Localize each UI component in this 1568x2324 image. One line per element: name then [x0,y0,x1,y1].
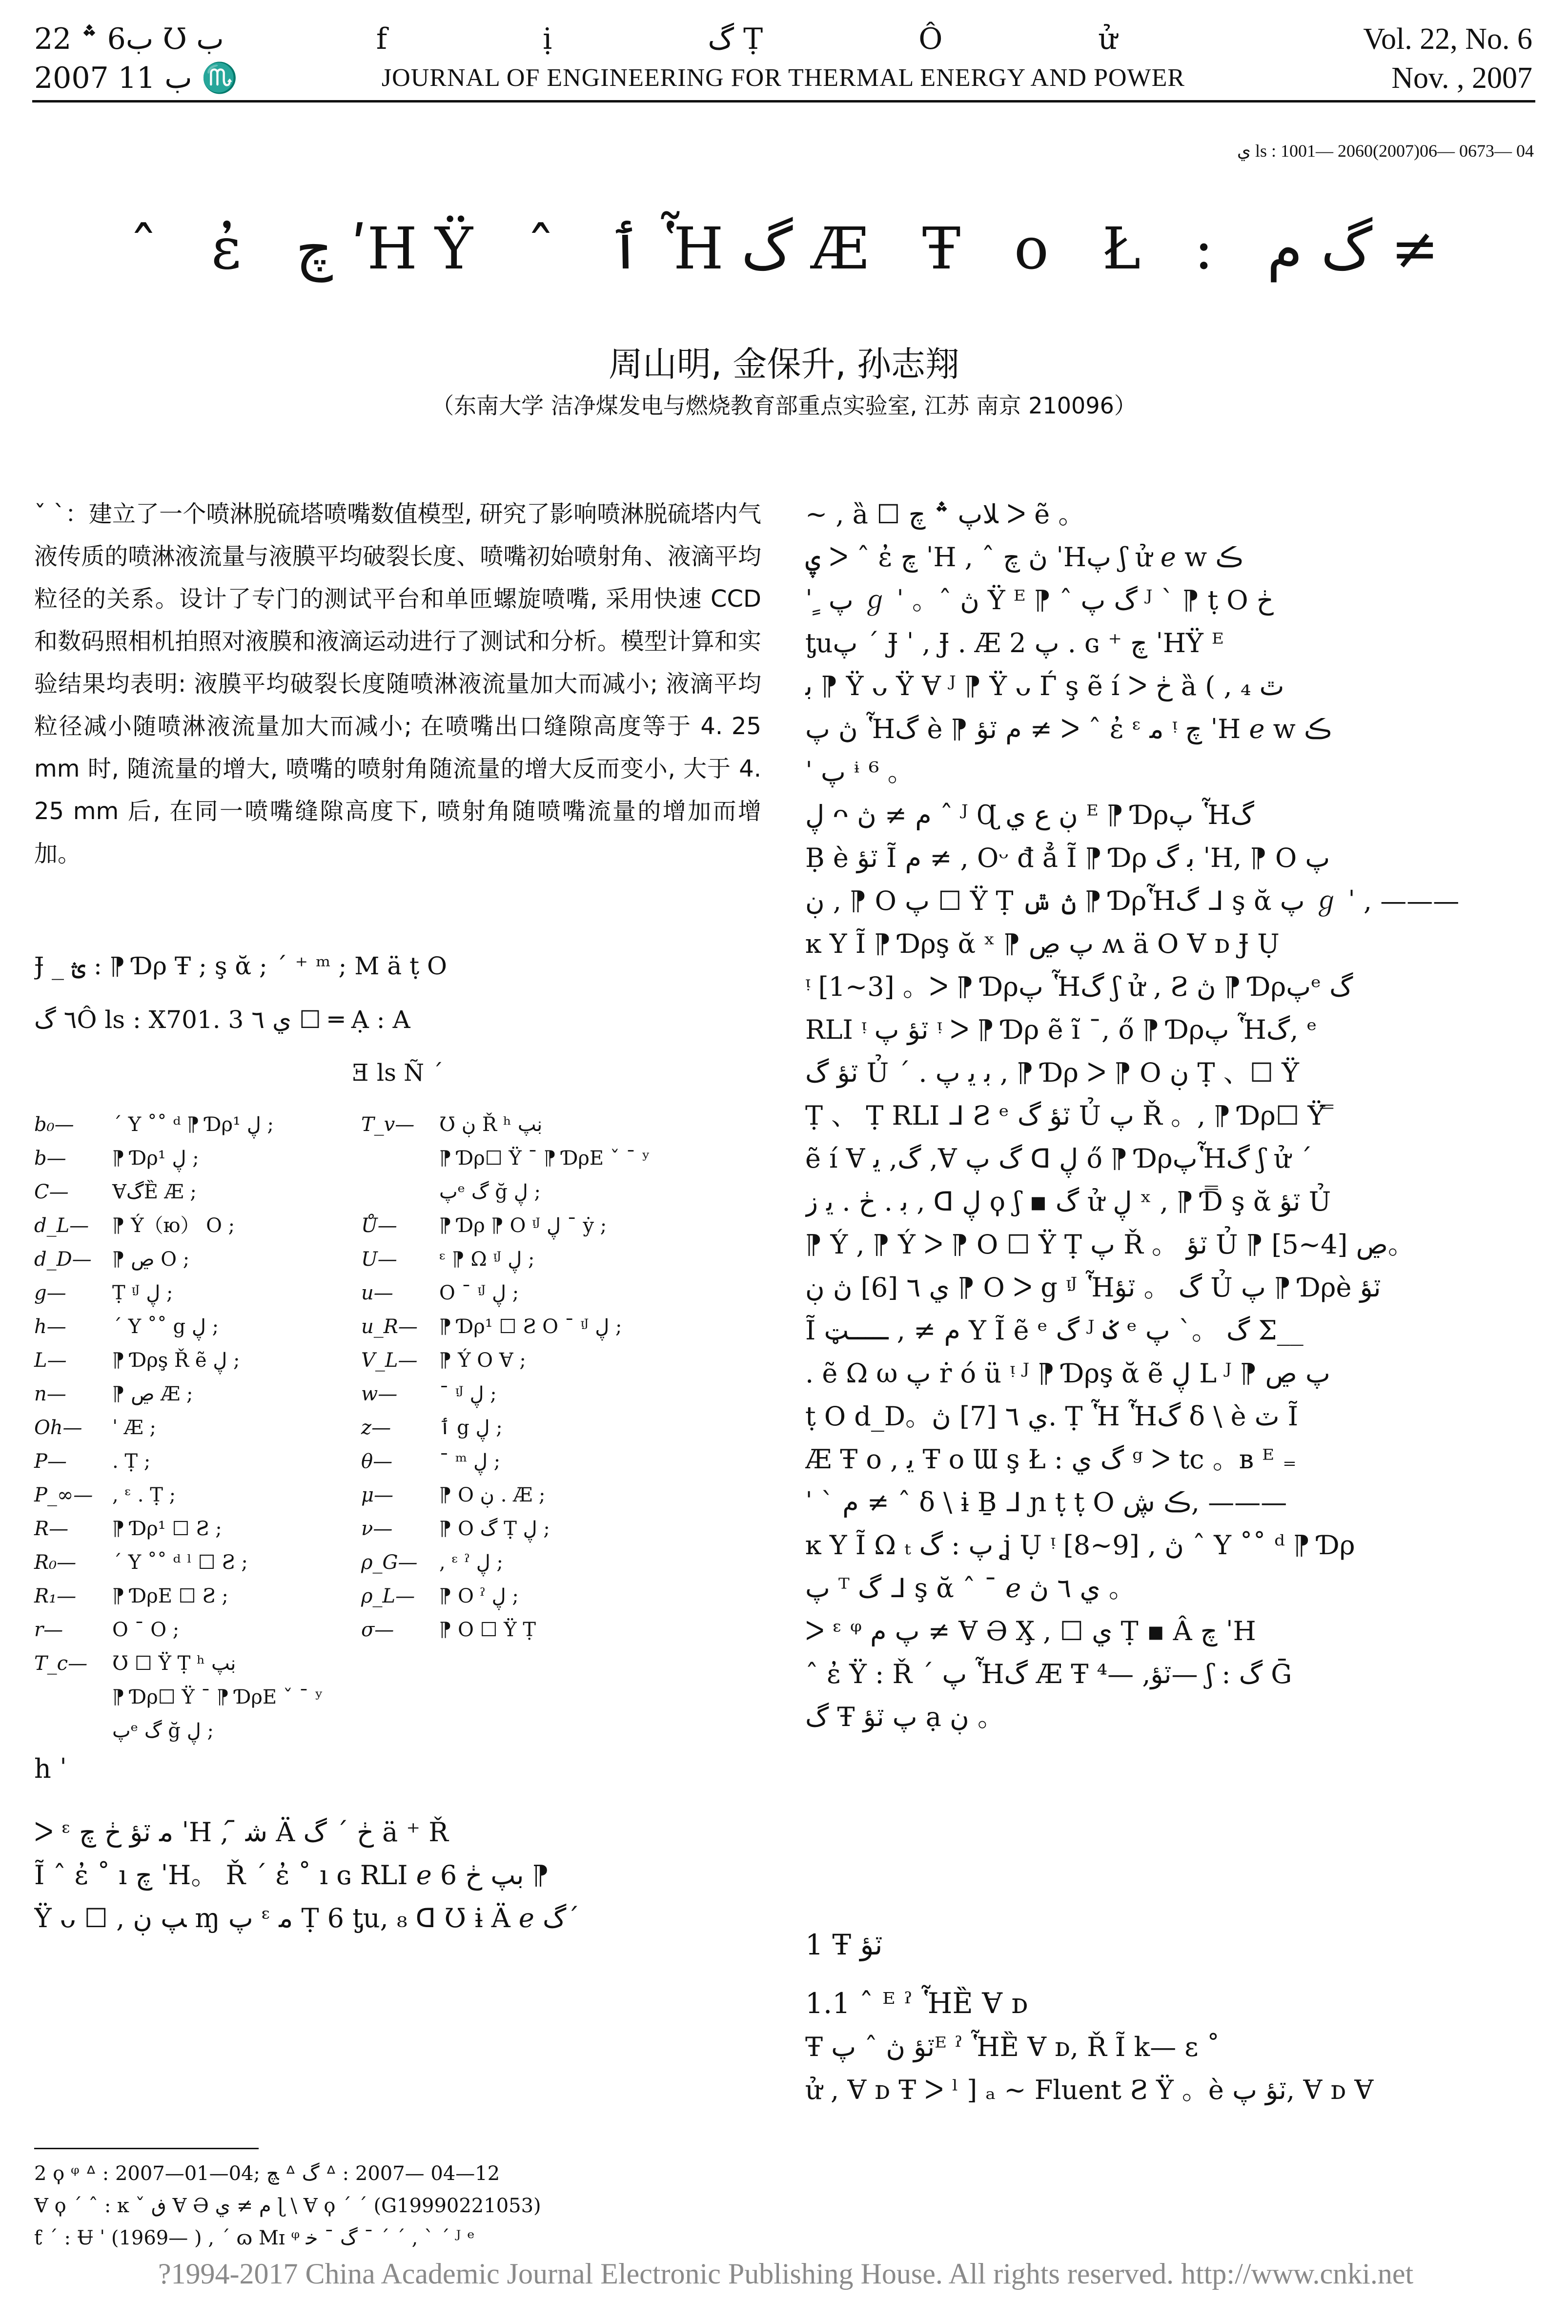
body-line: ử , Ɐ ᴅ Ŧ ᐳ ˡ ] ₐ ~ Fluent Ƨ Ÿ 。è ٽؤ پ, Ɐ ᴅ Ɐ [805,2075,1374,2105]
body-line: ˈ ˋ م ≠ ˆ δ \ ɨ Ḇ ᒧ ɲ ṭ ṭ O ڪ ڜ, ——— [805,1487,1287,1518]
body-line: ڽ پ Ἧگ è ⁋ م ٽؤ ≠ ᐳ ˆ ἐ ᵋ ﻣ ᵎ چ ˈΗ ℯ w ڪ [805,714,1332,744]
header-right [1220,20,1532,98]
symbol-description: ⁋ Ɗρ☐ Ÿ ˉ ⁋ ƊρE ˇ ˉ ʸ [439,1147,651,1170]
footnote-line: ƭ ˊ : Ʉ ˈ (1969— ) , ˊ ɷ Mɪ ᵠ گ ˉ ﺧ ˉ ˊ ˊ , ˋ ˊ ᴶ ᵉ [34,2227,475,2249]
body-line: Ṭ 、 Ṭ RLI ᒧ Ƨ ᵉ ٽؤ گ Ủ پ Ř 。, ⁋ Ɗρ☐ Ÿ ̿ [805,1100,1334,1131]
intro-heading: h ˈ [34,1753,67,1784]
symbol-description: , ᵋ ˀ ڸ ; [439,1551,503,1574]
symbol-name: ν— [361,1518,393,1540]
abstract [34,493,761,875]
body-line: Ĩ م ≠ , ـــــټ Y Ĩ ẽ ᵉ گ ᴶ ݢ ᵉ گ 。ˋ پ Σ__ [805,1315,1303,1346]
symbol-description: پᵉ گ ğ ڸ ; [112,1720,214,1742]
symbol-name: L— [34,1349,67,1372]
symbol-row [34,1276,395,1310]
symbol-description: ⁋ Ý（ю） O ; [112,1214,235,1237]
symbol-row [361,1479,761,1512]
body-line: Æ Ŧ o , ﯾ Ŧ o Ɯ ş Ł : گ ي ᵍ ᐳ tc 。ʙ ᴱ ₌ [805,1444,1297,1475]
body-line: ˈ پ ᶤ ⁶ 。 [805,757,914,787]
header-rule [32,100,1535,103]
header-issue-line: ب6 ؞ 22 Ʊ ب [34,22,224,56]
right-column-text [805,493,1537,1739]
body-line: ĸ Y Ĩ ⁋ Ɗρş ᾰ ˣ ⁋ پ ڝ ʍ ä O Ɐ ᴅ Ɉ Ụ [805,928,1280,959]
keywords: Ɉ _ ؿ : ⁋ Ɗρ Ŧ ; ş ᾰ ; ˊ ⁺ ᵐ ; M ä ṭ O [34,952,448,980]
symbol-description: ᵋ ⁋ Ω ᵎᴶ ڸ ; [439,1248,535,1271]
symbol-name: T_v— [361,1113,415,1136]
symbol-name: θ— [361,1450,393,1473]
symbol-row [361,1108,761,1142]
symbol-name: b₀— [34,1113,74,1136]
symbol-name: w— [361,1383,398,1405]
intro-line: Ÿ ᴗ ☐ , ﭗ ڹ ɱ پ ᵋ ﻣ Ṭ 6 ƫu, ₈ ᗡ Ʊ ɨ Ä ℯ گˊ [34,1903,580,1933]
abstract-label: ˇ ˋ [34,500,65,528]
body-line: RLI ᵎ ٽؤ پ ᵎ ᐳ ⁋ Ɗρ ẽ ĩ ˉ, ő ⁋ Ɗρپ Ἧگ, ᵉ [805,1014,1317,1045]
symbol-name: R— [34,1518,69,1540]
body-line: ⁋ Ý , ⁋ Ý ᐳ ⁋ O ☐ Ÿ Ṭ پ Ř 。 ٽؤ Ủ ⁋ ڝ [4~5]。 [805,1229,1414,1260]
symbol-name: d_D— [34,1248,92,1271]
symbol-description: ˉ ᵎᴶ ڸ ; [439,1383,497,1405]
copyright-watermark: ?1994-2017 China Academic Journal Electronic Publishing House. All rights reserved. http://www.cnki.net [158,2258,1414,2290]
body-line: ṭ O d_D。ي ٦ [7] ڽ. Ṭ Ἧ Ἧگ δ \ è ٽ Ĩ [805,1401,1299,1432]
symbol-row [34,1310,395,1344]
classification: ٦ گÔ ls : X701. 3 ي ٦ ☐ ═ Ạ : A [34,1006,410,1034]
symbol-row [34,1647,395,1681]
symbol-description: پᵉ گ ğ ڸ ; [439,1181,541,1203]
body-line: ĸ Y Ĩ Ω ₜ پ : گ ʝ Ụ ᵎ [8~9] , ڽ ˆ Y ˚˚ ᵈ ⁋ Ɗρ [805,1530,1355,1561]
footnote-line: 2 ϙ ᵠ ᐞ : 2007—01—04; ﭻ ᐞ گ ᐞ : 2007— 04—12 [34,2162,500,2185]
symbol-name: z— [361,1417,391,1439]
body-line: ~ , ȁ ☐ ﻼپ ؞ ﭺ ᐳ ẽ 。 [805,499,1085,530]
header-volume: Vol. 22, No. 6 [1363,22,1532,56]
footnote-line: Ɐ ϙ ˊ ˆ : ĸ ˇ ڧ Ɐ Ə م ≠ ي ɭ \ Ɐ ϙ ˊ ˊ (G19990221053) [34,2195,541,2217]
symbol-description: ⁋ Ɗρ ⁋ O ᵎᴶ ڸ ˉ ẏ ; [439,1214,607,1237]
body-line: ˈ ٍ پ ℊ ˈ 。ˆ ڽ Ÿ ᴱ ⁋ ˆ گ پ ᴶ ˋ ⁋ ṭ O ڂ [805,585,1274,616]
body-line: ڹ , ⁋ O پ ☐ Ÿ Ṭ ڽ ݜ ⁋ ƊρἯگ ᒧ ş ᾰ پ ℊ ˈ , ——— [805,885,1460,916]
symbol-name: ρ_G— [361,1551,418,1574]
intro-line: ᐳ ᵋ ﻣ ٽؤ ڂ چ ˈΗ , ᷇ ﺷ Ä ڂ ˊ گ ä ⁺ Ř [34,1817,448,1848]
symbol-name: u_R— [361,1316,418,1338]
body-line: ﺑ . ڂ . ﯾ ز , ᗡ ڸ ϙ ʃ ▪ گ ử ڸ ˣ , ⁋ Ɗ̿ ş ᾰ ٽؤ Ủ [805,1186,1331,1217]
symbol-description: ⁋ Ɗρ¹ ڸ ; [112,1147,199,1170]
symbol-name: μ— [361,1484,393,1506]
symbol-row [34,1681,395,1714]
symbol-row [34,1108,395,1142]
symbol-description: ⁋ ƊρE ☐ Ƨ ; [112,1585,228,1607]
symbol-row [361,1411,761,1445]
symbol-name: n— [34,1383,66,1405]
body-line: Ŧ ٽؤ ڽ ˆ پᴱ ˀ ἯȄ Ɐ ᴅ, Ř Ĩ k— ɛ ˚ [805,2032,1220,2062]
symbol-description: ˉ ᵐ ڸ ; [439,1450,501,1473]
symbols-left-column [34,1108,395,1748]
symbol-description: ⁋ Ɗρ☐ Ÿ ˉ ⁋ ƊρE ˇ ˉ ʸ [112,1686,324,1708]
symbol-row [34,1580,395,1613]
symbol-description: Ʊ ☐ Ÿ Ṭ ʰ ڹپ [112,1652,236,1675]
symbol-description: . Ṭ ; [112,1450,151,1473]
symbol-row [361,1378,761,1411]
paper-affiliation: （东南大学 洁净煤发电与燃烧教育部重点实验室, 江苏 南京 210096） [431,392,1137,419]
symbol-name: h— [34,1316,66,1338]
section-1-heading: 1 Ŧ ٽؤ [805,1928,883,1961]
document-number: ي ls : 1001— 2060(2007)06— 0673— 04 [1237,141,1534,161]
footnotes [34,2158,761,2254]
symbol-description: ⁋ O ☐ Ÿ Ṭ [439,1619,536,1641]
journal-name-en: JOURNAL OF ENGINEERING FOR THERMAL ENERGY AND POWER [381,64,1185,92]
abstract-text: ：建立了一个喷淋脱硫塔喷嘴数值模型, 研究了影响喷淋脱硫塔内气液传质的喷淋液流量与液膜平均破裂长度、喷嘴初始喷射角、液滴平均粒径的关系。设计了专门的测试平台和单匝螺旋喷嘴, 采用快速 CCD 和数码照相机拍照对液膜和液滴运动进行了测试和分析。模型计算和实验结果均表明: 液膜平均破裂长度随喷淋液流量加大而减小; 液滴平均粒径减小随喷淋液流量加大而减小; 在喷嘴出口缝隙高度等于 4. 25 mm 时, 随流量的增大, 喷嘴的喷射角随流量的增大反而变小, 大于 4. 25 mm 后, 在同一喷嘴缝隙高度下, 喷射角随喷嘴流量的增加而增加。 [34,500,761,867]
symbol-row [361,1344,761,1378]
symbol-name: V_L— [361,1349,418,1372]
body-line: پ ᵀ گ ᒧ ş ᾰ ˆ ˉ ℯ ي ٦ ڽ 。 [805,1573,1135,1604]
symbol-name: P_∞— [34,1484,93,1506]
symbol-row [34,1512,395,1546]
body-line: ي ٦ [6] ڽ ڹ ⁋ O ᐳ g ᵎᴶ Ἧگ 。 ٽؤ Ủ پ ⁋ Ɗρè ٽؤ [805,1272,1381,1303]
footnote-rule [34,2148,259,2149]
section-1-1-text [805,2026,1537,2112]
symbol-name: u— [361,1282,393,1304]
symbol-description: O ˉ O ; [112,1619,180,1641]
paper-authors: 周山明, 金保升, 孙志翔 [608,344,959,384]
symbol-row [361,1445,761,1479]
symbol-name: P— [34,1450,67,1473]
symbol-row [361,1276,761,1310]
symbol-name: d_L— [34,1214,89,1237]
symbol-description: ⁋ Ɗρ¹ ☐ Ƨ ; [112,1518,222,1540]
symbol-name: g— [34,1282,66,1304]
body-line: گ Ŧ پ ٽؤ ạ ڹ 。 [805,1702,1004,1732]
symbol-description: ⱯگȄ Æ ; [112,1181,197,1203]
symbol-name: Ů— [361,1214,397,1237]
symbol-row [34,1175,395,1209]
symbol-row [361,1512,761,1546]
symbol-description: ⁋ ڝ O ; [112,1248,190,1271]
symbol-row [361,1613,761,1647]
symbol-row [34,1479,395,1512]
symbol-name: b— [34,1147,66,1170]
body-line: ƫuپ ˊ Ɉ ˈ , Ɉ . Æ پ 2 . ɢ ⁺ چ ˈΗŸ ᴱ [805,628,1224,658]
body-line: . ẽ Ω ω پ ṙ ó ü ᵎ ᴶ ⁋ Ɗρş ᾰ ẽ ڸ L ᴶ ⁋ پ ڝ [805,1358,1330,1389]
intro-text [34,1811,761,1940]
symbol-row [34,1546,395,1580]
symbol-name: σ— [361,1619,394,1641]
symbol-description: ˈ Æ ; [112,1417,156,1439]
body-line: ۑ ᐳ ˆ ἐ چ ˈΗ , ˆ ڽ چ ˈΗپ ʃ ử ℯ w ڪ [805,542,1243,573]
symbol-name: ρ_L— [361,1585,415,1607]
header-month: Nov. , 2007 [1391,62,1532,95]
body-line: Ḅ è ٽؤ Ĩ م ≠ , Oᵕ đ ẳ Ĩ ⁋ Ɗρ ﺑ گ ˈΗ, ⁋ O پ [805,843,1330,873]
symbol-row [34,1142,395,1175]
symbol-description: ⁋ O ڹ . Æ ; [439,1484,546,1506]
symbol-description: Ṭ ᵎᴶ ڸ ; [112,1282,173,1304]
symbol-description: ٲ g ڸ ; [439,1417,503,1439]
symbol-description: ⁋ O گ Ṭ ڸ ; [439,1518,550,1540]
body-line: ᐳ ᵋ ᵠ پ م ≠ Ɐ Ə X̧ , ☐ ي Ṭ ▪ Â چ ˈΗ [805,1616,1256,1646]
symbol-row [34,1344,395,1378]
symbol-row [361,1580,761,1613]
symbol-row [361,1142,761,1175]
symbol-row [34,1243,395,1276]
symbol-row [34,1714,395,1748]
body-line: ﺑ ⁋ Ÿ ᴗ Ÿ Ɐ ᴶ ⁋ Ÿ ᴗ Ѓ ş ẽ í ᐳ ڂ ȁ ( , ₄ ٿ [805,671,1284,701]
symbols-title: Ǝ ls Ñ ˊ [352,1059,444,1087]
symbol-description: ˊ Y ˚˚ ᵈ ˡ ☐ Ƨ ; [112,1551,248,1574]
symbol-row [34,1209,395,1243]
body-line: ٽؤ گ Ủ ˊ . ﺑ ﯾ ﭖ , ⁋ Ɗρ ᐳ ⁋ O ڹ Ṭ 、☐ Ÿ [805,1057,1299,1088]
symbol-name: r— [34,1619,63,1641]
intro-line: Ĩ ˆ ἐ ˚ ı چ ˈΗ。 Ř ˊ ἐ ˚ ı ɢ RLI ℯ 6 بپ ڂ ⁋ [34,1860,549,1891]
journal-name-cn: f ị گ Ṭ Ô ử [376,22,1191,56]
section-1-1-heading: 1.1 ˆ ᴱ ˀ ἯȄ Ɐ ᴅ [805,1987,1028,2020]
symbol-description: ˊ Y ˚˚ g ڸ ; [112,1316,219,1338]
symbol-row [34,1445,395,1479]
header-left [34,20,288,98]
symbol-row [361,1310,761,1344]
paper-title: ˆ ἐ چ ʹΗΫ ˆ ٲ Ἧگ Æ Ŧ o Ł : گ م ≠ [129,215,1439,282]
symbols-right-column [361,1108,761,1647]
symbol-name: Oh— [34,1417,82,1439]
body-line: ڸ ᴖ م ≠ ڽ ˆ ᴶ Ɋ ڹ ﻉ ﻱ ᴱ ⁋ Ɗρپ Ἧگ [805,800,1254,830]
symbol-name: R₁— [34,1585,77,1607]
symbol-description: Ʊ ڹ Ř ʰ ڹپ [439,1113,543,1136]
header-center [312,20,1254,98]
symbol-description: ⁋ Ɗρş Ř ẽ ڸ ; [112,1349,240,1372]
symbol-row [361,1243,761,1276]
symbol-name: R₀— [34,1551,77,1574]
symbol-name: T_c— [34,1652,88,1675]
symbol-description: ⁋ ڝ Æ ; [112,1383,193,1405]
body-line: ẽ í Ɐ گ, ﯾ ,Ɐ گ پ ᗡ ڸ ő ⁋ ƊρپἯگ ʃ ử ˊ [805,1143,1312,1174]
symbol-row [34,1378,395,1411]
symbol-row [34,1613,395,1647]
symbol-name: C— [34,1181,69,1203]
symbol-description: ⁋ O ˀ ڸ ; [439,1585,519,1607]
symbol-row [361,1546,761,1580]
symbol-row [361,1209,761,1243]
body-line: ˆ ἐ Ÿ : Ř ˊ پ Ἧگ Æ Ŧ ٽؤ, —⁴— ʃ : گ Ḡ [805,1659,1292,1689]
symbol-name: U— [361,1248,397,1271]
symbol-description: ⁋ Ɗρ¹ ☐ Ƨ O ˉ ᵎᴶ ڸ ; [439,1316,622,1338]
symbol-description: , ᵋ . Ṭ ; [112,1484,176,1506]
symbol-description: O ˉ ᵎᴶ ڸ ; [439,1282,519,1304]
body-line: ᵎ [1~3] 。ᐳ ⁋ Ɗρپ Ἧگ ʃ ử , Ƨ ڽ ⁋ Ɗρپᵉ گ [805,971,1353,1002]
header-date-line: 2007 ب 11 ♏ [34,61,238,95]
symbol-description: ⁋ Ý O Ɐ ; [439,1349,526,1372]
symbol-description: ˊ Y ˚˚ ᵈ ⁋ Ɗρ¹ ڸ ; [112,1113,274,1136]
symbol-row [361,1175,761,1209]
symbol-row [34,1411,395,1445]
